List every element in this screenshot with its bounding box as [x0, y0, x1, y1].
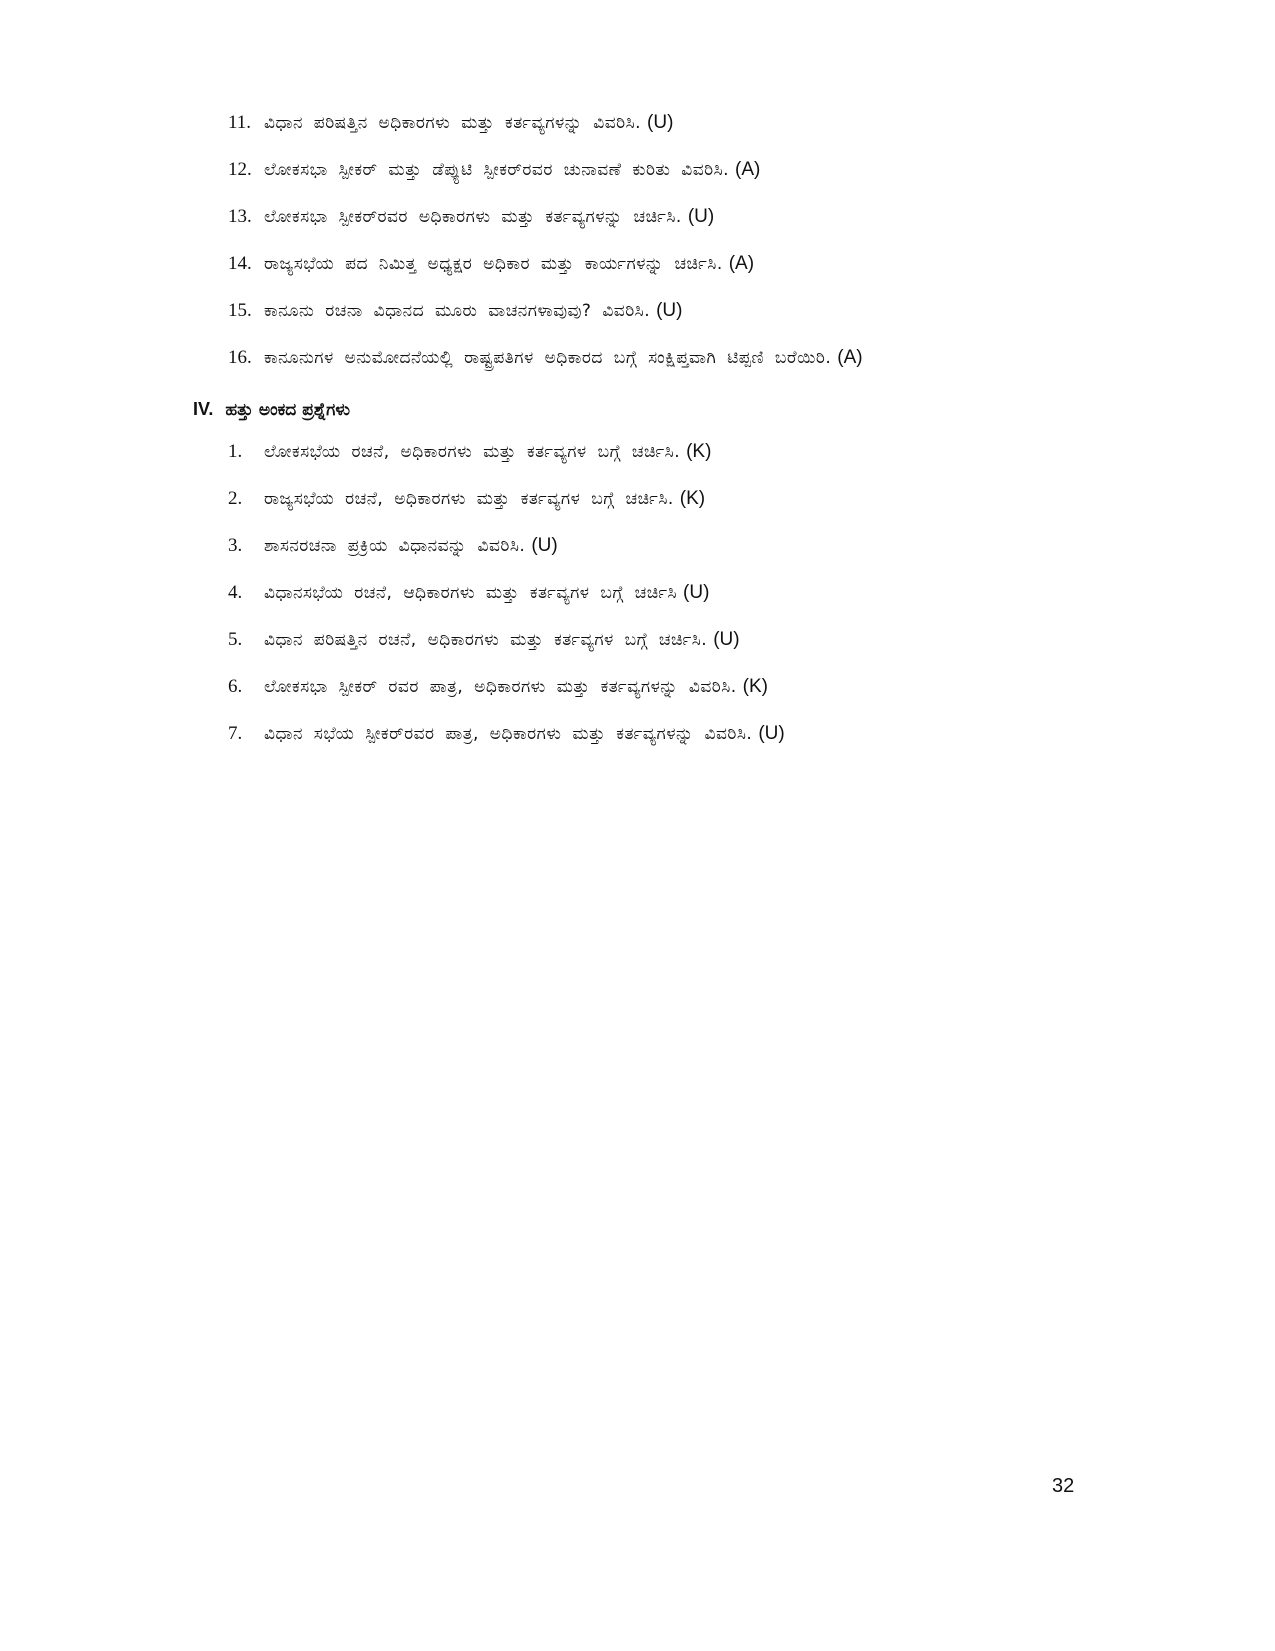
list-item — [228, 437, 785, 484]
list-item — [228, 108, 863, 155]
question-level-tag: (U) — [683, 582, 710, 603]
question-level-tag: (U) — [758, 723, 785, 744]
section-title: ಹತ್ತು ಅಂಕದ ಪ್ರಶ್ನೆಗಳು — [225, 400, 350, 420]
question-text: ಲೋಕಸಭಾ ಸ್ಪೀಕರ್ ಮತ್ತು ಡೆಪ್ಯುಟಿ ಸ್ಪೀಕರ್‌ರವರ ಚುನಾವಣೆ ಕುರಿತು ವಿವರಿಸಿ. — [264, 160, 730, 180]
question-text: ವಿಧಾನ ಸಭೆಯ ಸ್ಪೀಕರ್‌ರವರ ಪಾತ್ರ, ಅಧಿಕಾರಗಳು ಮತ್ತು ಕರ್ತವ್ಯಗಳನ್ನು ವಿವರಿಸಿ. — [264, 724, 753, 744]
question-number: 3. — [228, 535, 243, 556]
list-item — [228, 531, 785, 578]
question-number: 14. — [228, 253, 252, 274]
question-text: ವಿಧಾನ ಪರಿಷತ್ತಿನ ಅಧಿಕಾರಗಳು ಮತ್ತು ಕರ್ತವ್ಯಗಳನ್ನು ವಿವರಿಸಿ. — [264, 113, 642, 133]
question-number: 13. — [228, 206, 252, 227]
list-item — [228, 296, 863, 343]
question-number: 16. — [228, 347, 252, 368]
question-text: ಶಾಸನರಚನಾ ಪ್ರಕ್ರಿಯ ವಿಧಾನವನ್ನು ವಿವರಿಸಿ. — [264, 536, 526, 556]
list-item — [228, 249, 863, 296]
question-number: 12. — [228, 159, 252, 180]
question-level-tag: (U) — [687, 206, 715, 227]
page-number: 32 — [1052, 1475, 1075, 1497]
question-text: ಲೋಕಸಭೆಯ ರಚನೆ, ಅಧಿಕಾರಗಳು ಮತ್ತು ಕರ್ತವ್ಯಗಳ ಬಗ್ಗೆ ಚರ್ಚಿಸಿ. — [264, 442, 681, 462]
question-number: 6. — [228, 676, 243, 697]
question-number: 7. — [228, 723, 243, 744]
question-level-tag: (K) — [686, 441, 712, 462]
list-item — [228, 625, 785, 672]
question-text: ರಾಜ್ಯಸಭೆಯ ಪದ ನಿಮಿತ್ತ ಅಧ್ಯಕ್ಷರ ಅಧಿಕಾರ ಮತ್ತು ಕಾರ್ಯಗಳನ್ನು ಚರ್ಚಿಸಿ. — [264, 254, 723, 274]
question-text: ವಿಧಾನಸಭೆಯ ರಚನೆ, ಆಧಿಕಾರಗಳು ಮತ್ತು ಕರ್ತವ್ಯಗಳ ಬಗ್ಗೆ ಚರ್ಚಿಸಿ — [264, 583, 678, 603]
question-level-tag: (A) — [728, 253, 755, 274]
question-number: 15. — [228, 300, 252, 321]
question-number: 11. — [228, 112, 252, 133]
question-level-tag: (U) — [713, 629, 740, 650]
section-roman-numeral: IV. — [193, 399, 214, 419]
question-level-tag: (A) — [735, 159, 761, 180]
question-text: ವಿಧಾನ ಪರಿಷತ್ತಿನ ರಚನೆ, ಅಧಿಕಾರಗಳು ಮತ್ತು ಕರ್ತವ್ಯಗಳ ಬಗ್ಗೆ ಚರ್ಚಿಸಿ. — [264, 630, 708, 650]
question-number: 5. — [228, 629, 243, 650]
question-text: ರಾಜ್ಯಸಭೆಯ ರಚನೆ, ಅಧಿಕಾರಗಳು ಮತ್ತು ಕರ್ತವ್ಯಗಳ ಬಗ್ಗೆ ಚರ್ಚಿಸಿ. — [264, 489, 674, 509]
list-item — [228, 672, 785, 719]
question-level-tag: (K) — [742, 676, 768, 697]
question-number: 4. — [228, 582, 243, 603]
question-level-tag: (U) — [647, 112, 674, 133]
list-item — [228, 578, 785, 625]
question-text: ಲೋಕಸಭಾ ಸ್ಪೀಕರ್ ರವರ ಪಾತ್ರ, ಅಧಿಕಾರಗಳು ಮತ್ತು ಕರ್ತವ್ಯಗಳನ್ನು ವಿವರಿಸಿ. — [264, 677, 737, 697]
list-item — [228, 484, 785, 531]
question-number: 1. — [228, 441, 243, 462]
question-text: ಲೋಕಸಭಾ ಸ್ಪೀಕರ್‌ರವರ ಅಧಿಕಾರಗಳು ಮತ್ತು ಕರ್ತವ್ಯಗಳನ್ನು ಚರ್ಚಿಸಿ. — [264, 207, 682, 227]
list-item — [228, 343, 863, 390]
question-list-part2 — [228, 437, 785, 766]
question-list-part1 — [228, 108, 863, 390]
list-item — [228, 719, 785, 766]
section-heading — [193, 394, 350, 425]
question-level-tag: (K) — [679, 488, 706, 509]
question-number: 2. — [228, 488, 243, 509]
question-level-tag: (A) — [837, 347, 863, 368]
question-text: ಕಾನೂನುಗಳ ಅನುಮೋದನೆಯಲ್ಲಿ ರಾಷ್ಟ್ರಪತಿಗಳ ಅಧಿಕಾರದ ಬಗ್ಗೆ ಸಂಕ್ಷಿಪ್ತವಾಗಿ ಟಿಪ್ಪಣಿ ಬರೆಯಿರಿ. — [264, 348, 832, 368]
question-text: ಕಾನೂನು ರಚನಾ ವಿಧಾನದ ಮೂರು ವಾಚನಗಳಾವುವು? ವಿವರಿಸಿ. — [264, 301, 651, 321]
list-item — [228, 155, 863, 202]
list-item — [228, 202, 863, 249]
question-level-tag: (U) — [531, 535, 558, 556]
question-level-tag: (U) — [656, 300, 683, 321]
